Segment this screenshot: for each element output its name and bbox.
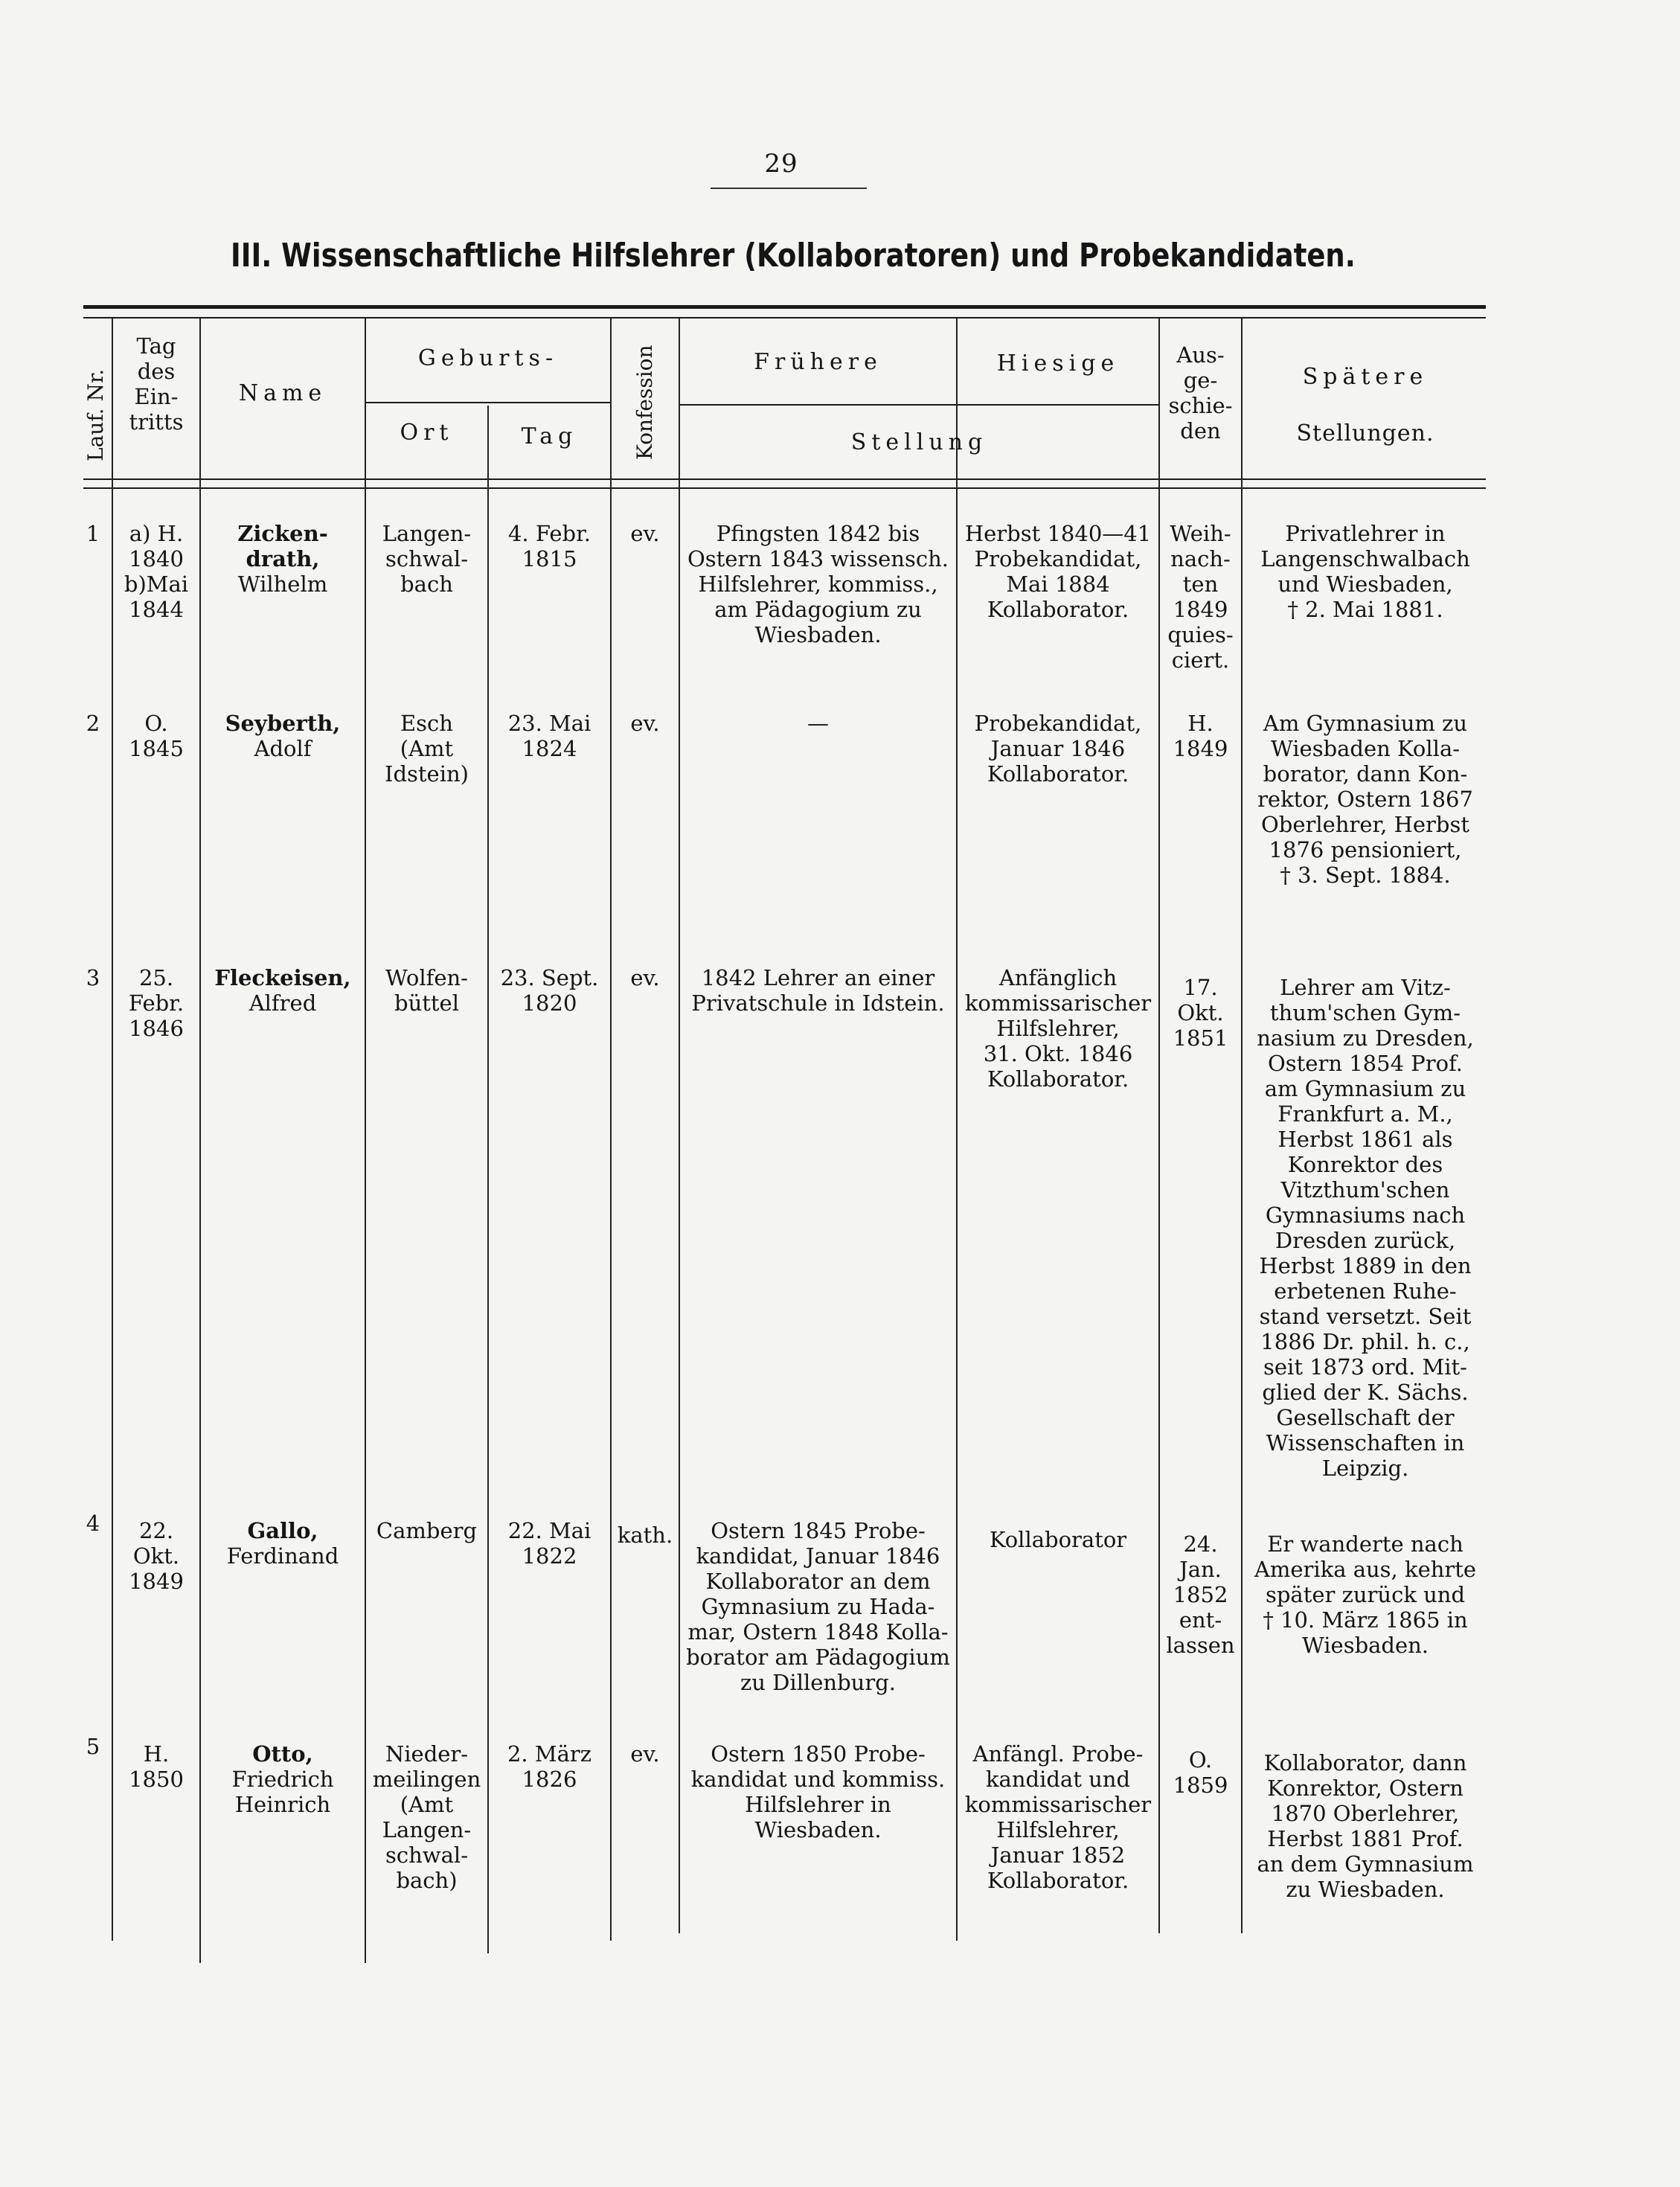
header-stellung: Stellung — [850, 429, 988, 455]
birth-date: 4. Febr. 1815 — [507, 521, 591, 571]
surname: Gallo, — [247, 1518, 318, 1543]
row-number: 1 — [86, 521, 100, 546]
header-bottom-rule — [83, 478, 1486, 480]
former-position: — — [807, 711, 829, 736]
birth-place: Wolfen- büttel — [385, 965, 468, 1016]
departed: O. 1859 — [1173, 1747, 1228, 1798]
birth-place: Nieder- meilingen (Amt Langen- schwal- bach) — [372, 1741, 481, 1893]
entry-date: 25. Febr. 1846 — [128, 965, 185, 1041]
geburts-subrule — [365, 402, 610, 403]
former-position: 1842 Lehrer an einer Privatschule in Idstein. — [691, 965, 945, 1016]
header-tag: Tag — [521, 423, 578, 449]
later-positions: Privatlehrer in Langenschwalbach und Wiesbaden, † 2. Mai 1881. — [1260, 521, 1470, 622]
header-name: Name — [238, 380, 327, 406]
section-title: III. Wissenschaftliche Hilfslehrer (Kollaboratoren) und Probekandidaten. — [231, 237, 1356, 275]
birth-place: Camberg — [376, 1518, 478, 1543]
later-positions: Lehrer am Vitz- thum'schen Gym- nasium zu Dresden, Ostern 1854 Prof. am Gymnasium zu Frankfurt a. M., Herbst 1861 als Konrektor des Vitzthum'schen Gymnasiums nach Dresden zurück, Herbst 1889 in den erbetenen Ruhe- stand versetzt. Seit 1886 Dr. phil. h. c., seit 1873 ord. Mit- glied der K. Sächs. Gesellschaft der Wissenschaften in Leipzig. — [1257, 975, 1474, 1481]
birth-date: 23. Mai 1824 — [507, 711, 591, 761]
departed: H. 1849 — [1173, 711, 1228, 761]
later-positions: Am Gymnasium zu Wiesbaden Kolla- borator, dann Kon- rektor, Ostern 1867 Oberlehrer, Herbst 1876 pensioniert, † 3. Sept. 1884. — [1257, 711, 1473, 888]
entry-date: a) H. 1840 b)Mai 1844 — [124, 521, 189, 622]
birth-date: 23. Sept. 1820 — [500, 965, 599, 1016]
local-position: Herbst 1840—41 Probekandidat, Mai 1884 Kollaborator. — [964, 521, 1152, 622]
birth-place: Langen- schwal- bach — [382, 521, 472, 597]
former-position: Pfingsten 1842 bis Ostern 1843 wissensch. Hilfslehrer, kommiss., am Pädagogium zu Wiesbaden. — [687, 521, 949, 647]
stellung-subrule — [679, 404, 1158, 406]
table-top-rule — [83, 305, 1486, 309]
confession: ev. — [630, 965, 660, 990]
surname: Seyberth, — [225, 711, 341, 736]
page-number: 29 — [764, 149, 798, 179]
local-position: Kollaborator — [989, 1527, 1127, 1552]
departed: 17. Okt. 1851 — [1173, 975, 1228, 1051]
given-name: Wilhelm — [237, 571, 328, 597]
entry-date: O. 1845 — [129, 711, 184, 761]
confession: ev. — [630, 1741, 660, 1767]
former-position: Ostern 1845 Probe- kandidat, Januar 1846 Kollaborator an dem Gymnasium zu Hada- mar, Ostern 1848 Kolla- borator am Pädagogium zu Dillenburg. — [686, 1518, 950, 1695]
given-name: Friedrich Heinrich — [231, 1767, 334, 1817]
confession: ev. — [630, 711, 660, 736]
confession: ev. — [630, 521, 660, 546]
header-fruehere: Frühere — [754, 349, 882, 375]
given-name: Alfred — [249, 990, 317, 1016]
birth-place: Esch (Amt Idstein) — [385, 711, 469, 787]
later-positions: Er wanderte nach Amerika aus, kehrte später zurück und † 10. März 1865 in Wiesbaden. — [1254, 1531, 1477, 1658]
surname: Zicken- drath, — [237, 521, 328, 571]
header-bottom-rule-thin — [83, 487, 1486, 489]
given-name: Ferdinand — [226, 1543, 339, 1569]
header-konfession: Konfession — [632, 345, 657, 460]
departed: 24. Jan. 1852 ent- lassen — [1166, 1531, 1235, 1658]
column-line — [487, 406, 489, 1953]
row-number: 2 — [86, 711, 100, 736]
header-lauf-nr: Lauf. Nr. — [83, 368, 108, 461]
local-position: Anfänglich kommissarischer Hilfslehrer, 31. Okt. 1846 Kollaborator. — [964, 965, 1152, 1092]
header-ort: Ort — [400, 420, 454, 446]
birth-date: 2. März 1826 — [507, 1741, 591, 1792]
row-number: 3 — [86, 965, 100, 990]
page-number-rule — [711, 188, 867, 189]
table-top-rule-thin — [83, 317, 1486, 318]
column-line — [610, 318, 612, 1941]
header-ausgeschieden: Aus- ge- schie- den — [1168, 342, 1233, 444]
later-positions: Kollaborator, dann Konrektor, Ostern 1870 Oberlehrer, Herbst 1881 Prof. an dem Gymnasium zu Wiesbaden. — [1257, 1750, 1474, 1902]
confession: kath. — [617, 1522, 673, 1548]
row-number: 4 — [86, 1511, 100, 1536]
header-tag-des-eintritts: Tag des Ein- tritts — [129, 333, 184, 435]
given-name: Adolf — [254, 736, 312, 761]
header-stellungen: Stellungen. — [1296, 420, 1434, 446]
birth-date: 22. Mai 1822 — [507, 1518, 591, 1569]
header-geburts: Geburts- — [417, 345, 559, 371]
surname: Fleckeisen, — [214, 965, 351, 990]
row-number: 5 — [86, 1734, 100, 1759]
header-hiesige: Hiesige — [996, 350, 1120, 377]
entry-date: H. 1850 — [129, 1741, 184, 1792]
departed: Weih- nach- ten 1849 quies- ciert. — [1167, 521, 1234, 673]
former-position: Ostern 1850 Probe- kandidat und kommiss. Hilfslehrer in Wiesbaden. — [690, 1741, 946, 1842]
header-spaetere: Spätere — [1302, 364, 1429, 390]
surname: Otto, — [252, 1741, 313, 1767]
entry-date: 22. Okt. 1849 — [129, 1518, 184, 1594]
local-position: Probekandidat, Januar 1846 Kollaborator. — [974, 711, 1142, 787]
local-position: Anfängl. Probe- kandidat und kommissarischer Hilfslehrer, Januar 1852 Kollaborator. — [964, 1741, 1152, 1893]
